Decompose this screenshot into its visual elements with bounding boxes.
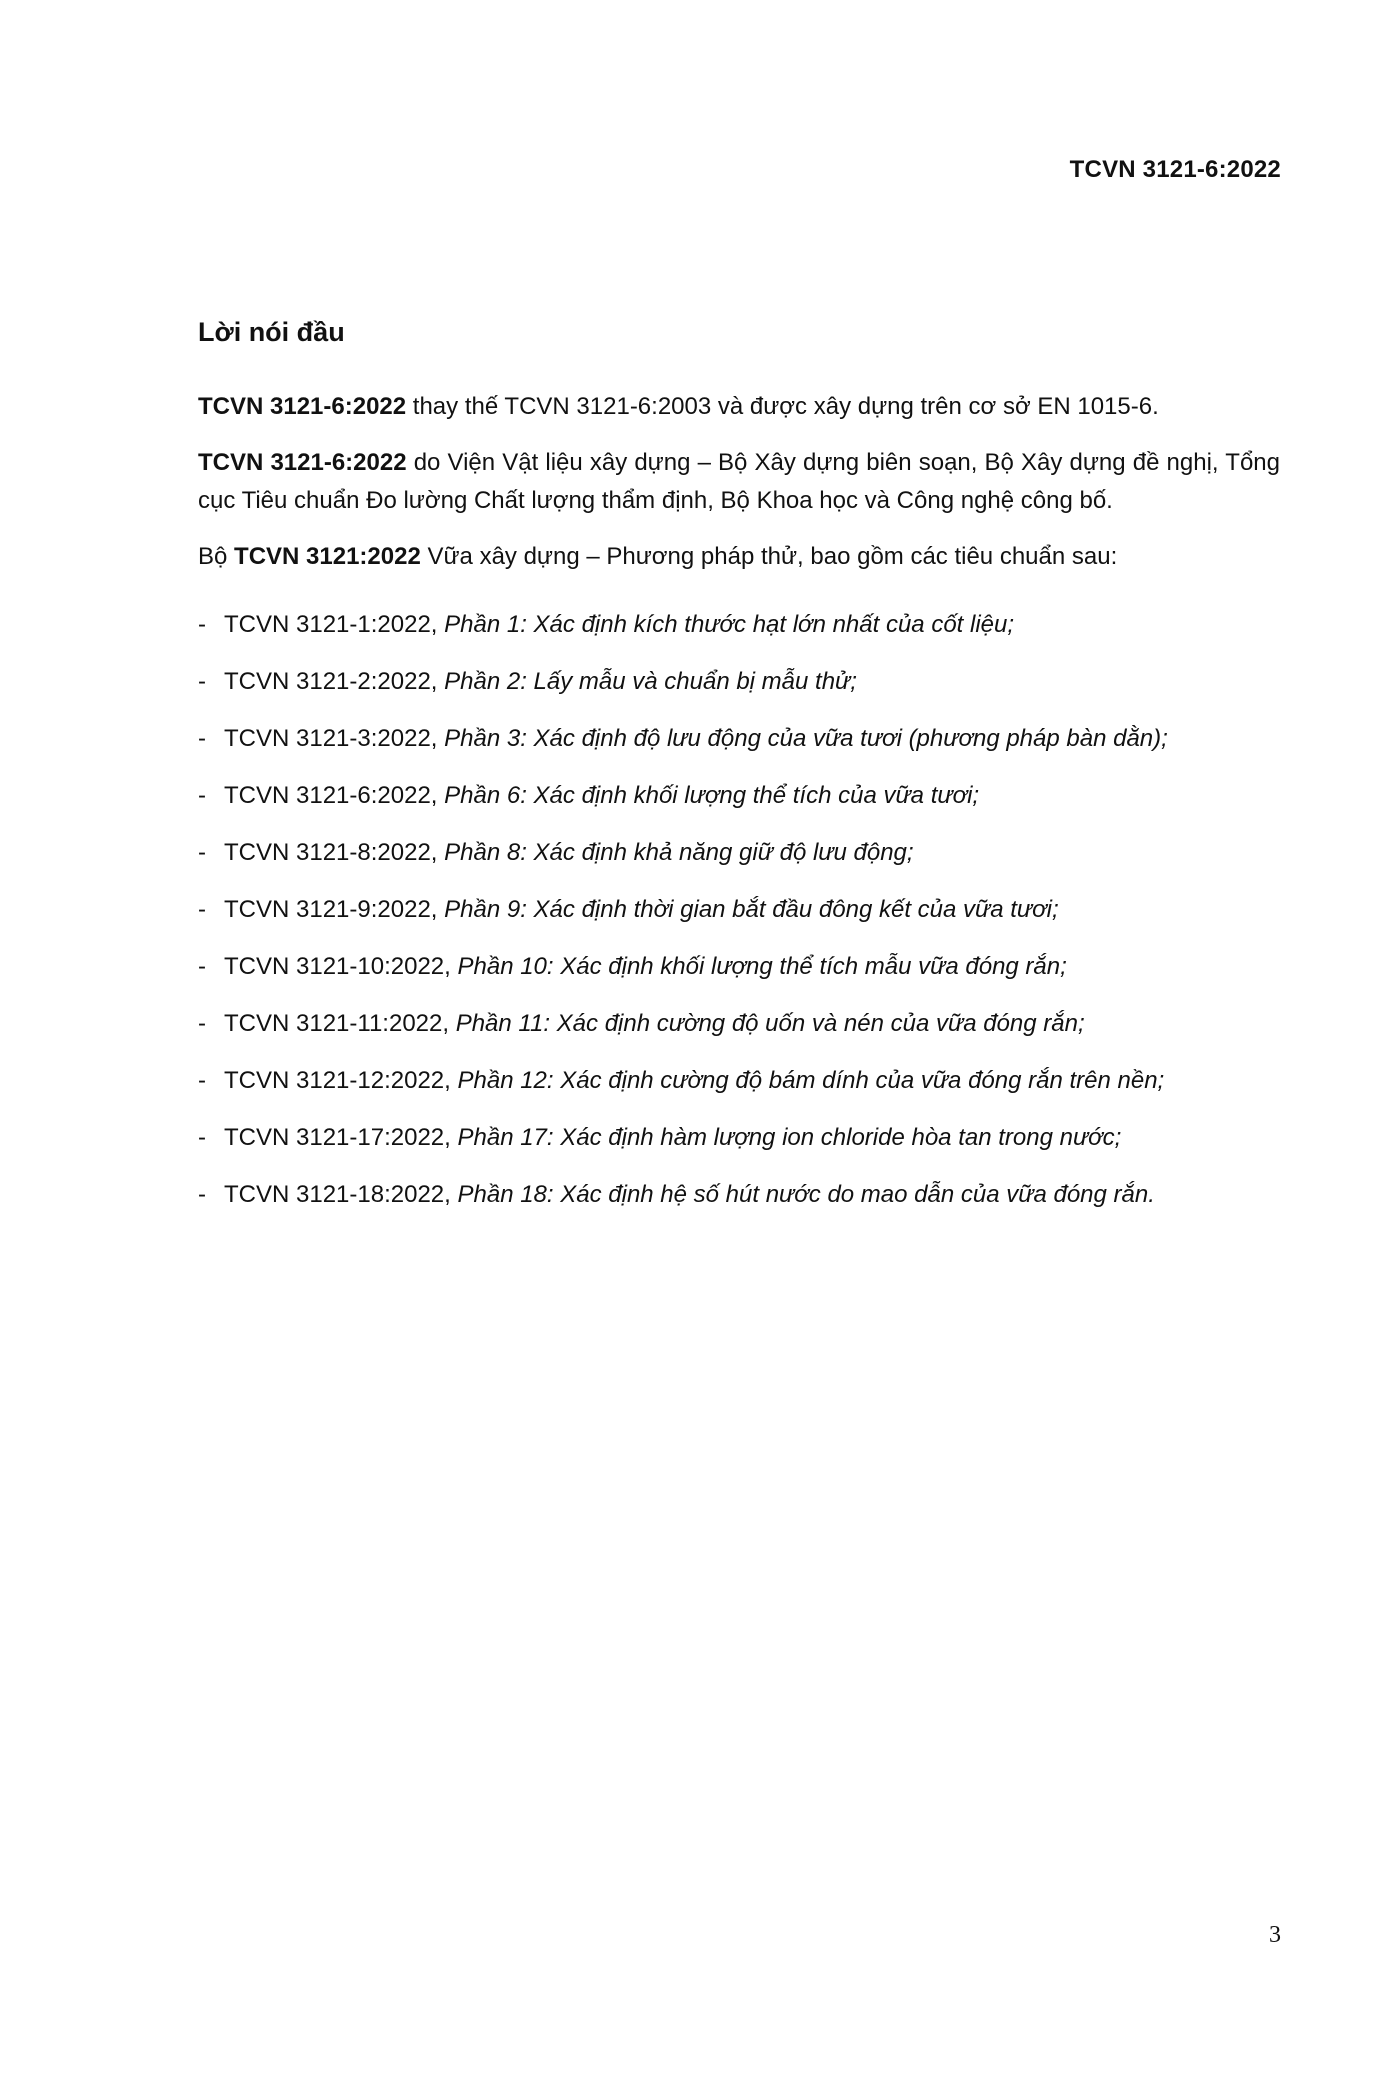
list-item-title: Phần 2: Lấy mẫu và chuẩn bị mẫu thử; [444, 667, 857, 695]
list-item-standard: TCVN 3121-12:2022, [224, 1066, 451, 1094]
paragraph-standard-code: TCVN 3121-6:2022 [198, 449, 407, 476]
foreword-heading: Lời nói đầu [198, 317, 345, 347]
list-item [198, 710, 1280, 767]
standards-list [198, 596, 1280, 1223]
paragraph-authorship [198, 444, 1280, 520]
paragraph-text: do Viện Vật liệu xây dựng – Bộ Xây dựng biên soạn, Bộ Xây dựng đề nghị, Tổng cục Tiêu chuẩn Đo lường Chất lượng thẩm định, Bộ Khoa học và Công nghệ công bố. [198, 449, 1280, 514]
list-item-standard: TCVN 3121-1:2022, [224, 610, 438, 638]
paragraph-standard-code: TCVN 3121-6:2022 [198, 393, 407, 420]
list-item-standard: TCVN 3121-10:2022, [224, 952, 451, 980]
paragraph-series [198, 538, 1280, 576]
list-marker: - [198, 724, 206, 752]
list-marker: - [198, 952, 206, 980]
paragraph-standard-code: TCVN 3121:2022 [234, 543, 421, 570]
page-number: 3 [1269, 1922, 1281, 1948]
list-item [198, 653, 1280, 710]
list-item [198, 767, 1280, 824]
list-item-title: Phần 11: Xác định cường độ uốn và nén của vữa đóng rắn; [455, 1009, 1085, 1037]
list-item [198, 881, 1280, 938]
foreword-body [198, 388, 1280, 1223]
list-marker: - [198, 1066, 206, 1094]
list-item-title: Phần 10: Xác định khối lượng thể tích mẫu vữa đóng rắn; [457, 952, 1067, 980]
list-item-standard: TCVN 3121-18:2022, [224, 1180, 451, 1208]
list-item [198, 995, 1280, 1052]
paragraph-prefix: Bộ [198, 543, 235, 570]
list-item-title: Phần 1: Xác định kích thước hạt lớn nhất của cốt liệu; [444, 610, 1015, 638]
paragraph-replacement [198, 388, 1280, 426]
list-item-title: Phần 6: Xác định khối lượng thể tích của vữa tươi; [444, 781, 980, 809]
list-marker: - [198, 781, 206, 809]
list-item-standard: TCVN 3121-3:2022, [224, 724, 438, 752]
list-item-title: Phần 17: Xác định hàm lượng ion chloride hòa tan trong nước; [457, 1123, 1122, 1151]
list-item-standard: TCVN 3121-6:2022, [224, 781, 438, 809]
list-item [198, 1166, 1280, 1223]
list-item-title: Phần 8: Xác định khả năng giữ độ lưu động; [444, 838, 914, 866]
list-marker: - [198, 895, 206, 923]
list-item-standard: TCVN 3121-11:2022, [224, 1009, 450, 1037]
list-item-title: Phần 12: Xác định cường độ bám dính của vữa đóng rắn trên nền; [457, 1066, 1165, 1094]
list-item-standard: TCVN 3121-8:2022, [224, 838, 438, 866]
list-marker: - [198, 838, 206, 866]
list-item [198, 1052, 1280, 1109]
list-item-title: Phần 3: Xác định độ lưu động của vữa tươi (phương pháp bàn dằn); [444, 724, 1168, 752]
paragraph-text: thay thế TCVN 3121-6:2003 và được xây dựng trên cơ sở EN 1015-6. [406, 393, 1159, 420]
list-item-standard: TCVN 3121-17:2022, [224, 1123, 451, 1151]
header-standard-code: TCVN 3121-6:2022 [1069, 156, 1281, 183]
list-marker: - [198, 667, 206, 695]
list-item-standard: TCVN 3121-2:2022, [224, 667, 438, 695]
paragraph-text: Vữa xây dựng – Phương pháp thử, bao gồm các tiêu chuẩn sau: [420, 543, 1118, 570]
list-marker: - [198, 610, 206, 638]
list-item-standard: TCVN 3121-9:2022, [224, 895, 438, 923]
list-marker: - [198, 1180, 206, 1208]
list-item [198, 596, 1280, 653]
list-item [198, 938, 1280, 995]
list-item-title: Phần 9: Xác định thời gian bắt đầu đông kết của vữa tươi; [444, 895, 1059, 923]
list-item [198, 1109, 1280, 1166]
list-item [198, 824, 1280, 881]
list-item-title: Phần 18: Xác định hệ số hút nước do mao dẫn của vữa đóng rắn. [457, 1180, 1155, 1208]
list-marker: - [198, 1123, 206, 1151]
list-marker: - [198, 1009, 206, 1037]
